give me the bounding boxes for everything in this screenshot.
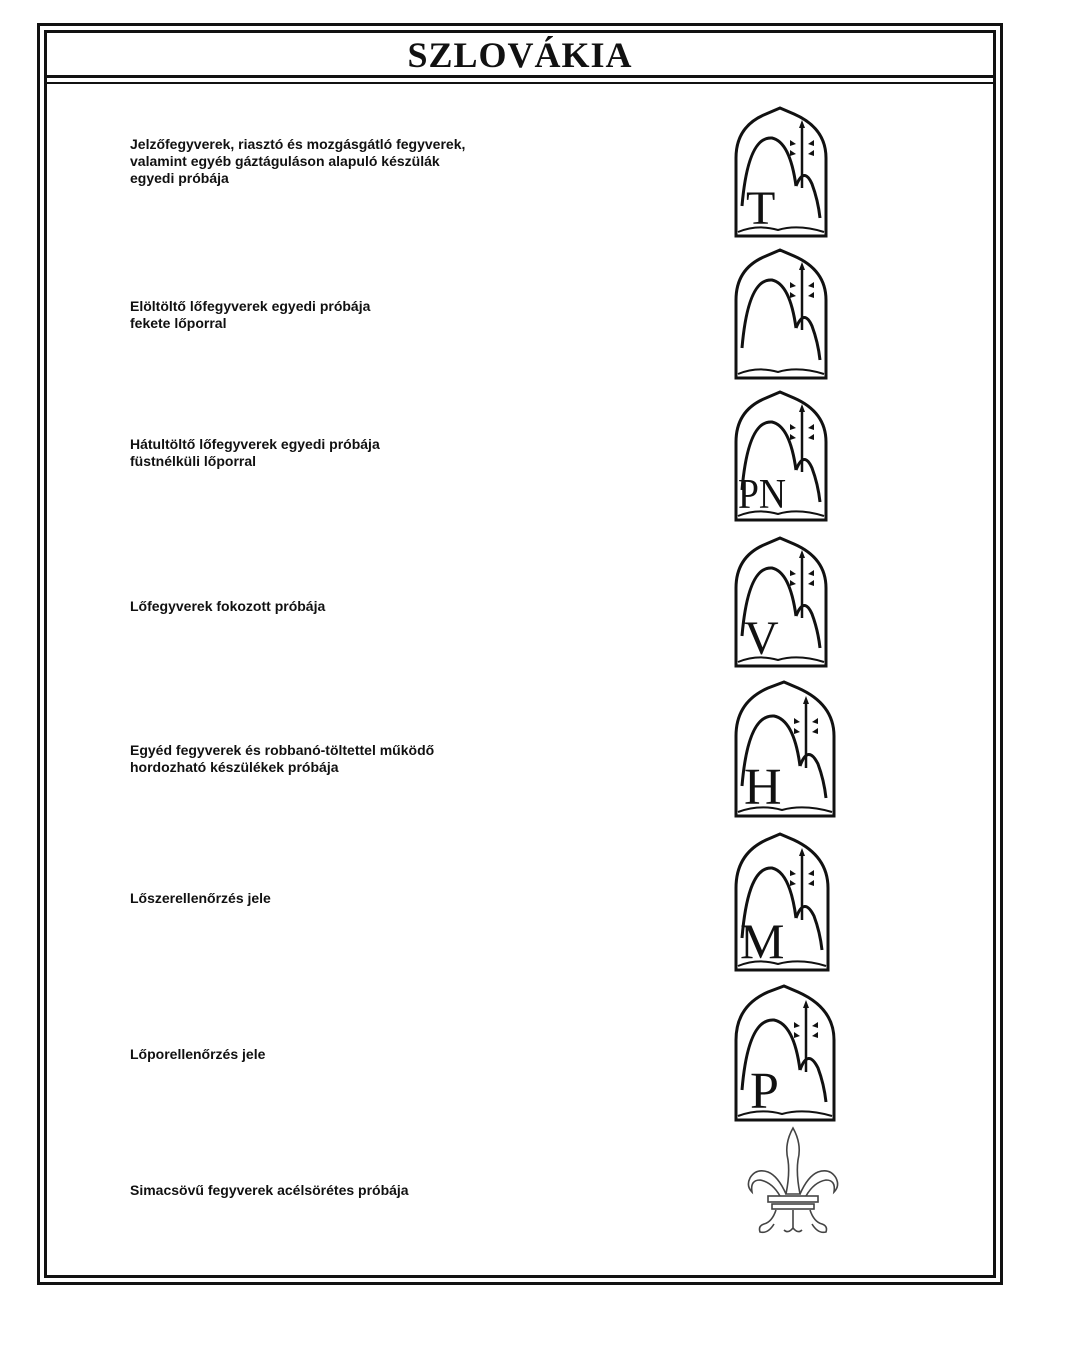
entry-text: Hátultöltő lőfegyverek egyedi próbája füstnélküli lőporral (130, 436, 380, 469)
entry-text: Lőfegyverek fokozott próbája (130, 598, 326, 614)
entry-text: Lőszerellenőrzés jele (130, 890, 271, 906)
proof-mark-V-icon (728, 536, 838, 668)
entry-text: Simacsövű fegyverek acélsörétes próbája (130, 1182, 409, 1198)
proof-mark-M-icon (728, 832, 838, 974)
entry-text: Jelzőfegyverek, riasztó és mozgásgátló fegyverek, valamint egyéb gáztáguláson alapuló készülák egyedi próbája (130, 136, 466, 186)
title-bar (44, 30, 996, 78)
entry-text: Elöltöltő lőfegyverek egyedi próbája fekete lőporral (130, 298, 371, 331)
mark-letter: V (744, 612, 779, 665)
proof-mark-PN-icon (728, 390, 838, 522)
proof-mark-H-icon (728, 680, 844, 820)
page-frame-inner (44, 30, 996, 1278)
mark-letter: H (744, 759, 782, 816)
entry-text: Lőporellenőrzés jele (130, 1046, 266, 1062)
mark-letter: M (740, 913, 785, 969)
page-title: SZLOVÁKIA (407, 34, 633, 75)
mark-letter: P (750, 1063, 779, 1120)
proof-mark-blank-icon (728, 248, 838, 380)
entry-text: Egyéd fegyverek és robbanó-töltettel működő hordozható készülékek próbája (130, 742, 435, 775)
mark-letter: T (746, 182, 776, 235)
fleur-de-lis-icon (738, 1124, 848, 1246)
proof-mark-T-icon (728, 106, 838, 238)
mark-letter: PN (738, 472, 786, 518)
proof-mark-P-icon (728, 984, 844, 1124)
